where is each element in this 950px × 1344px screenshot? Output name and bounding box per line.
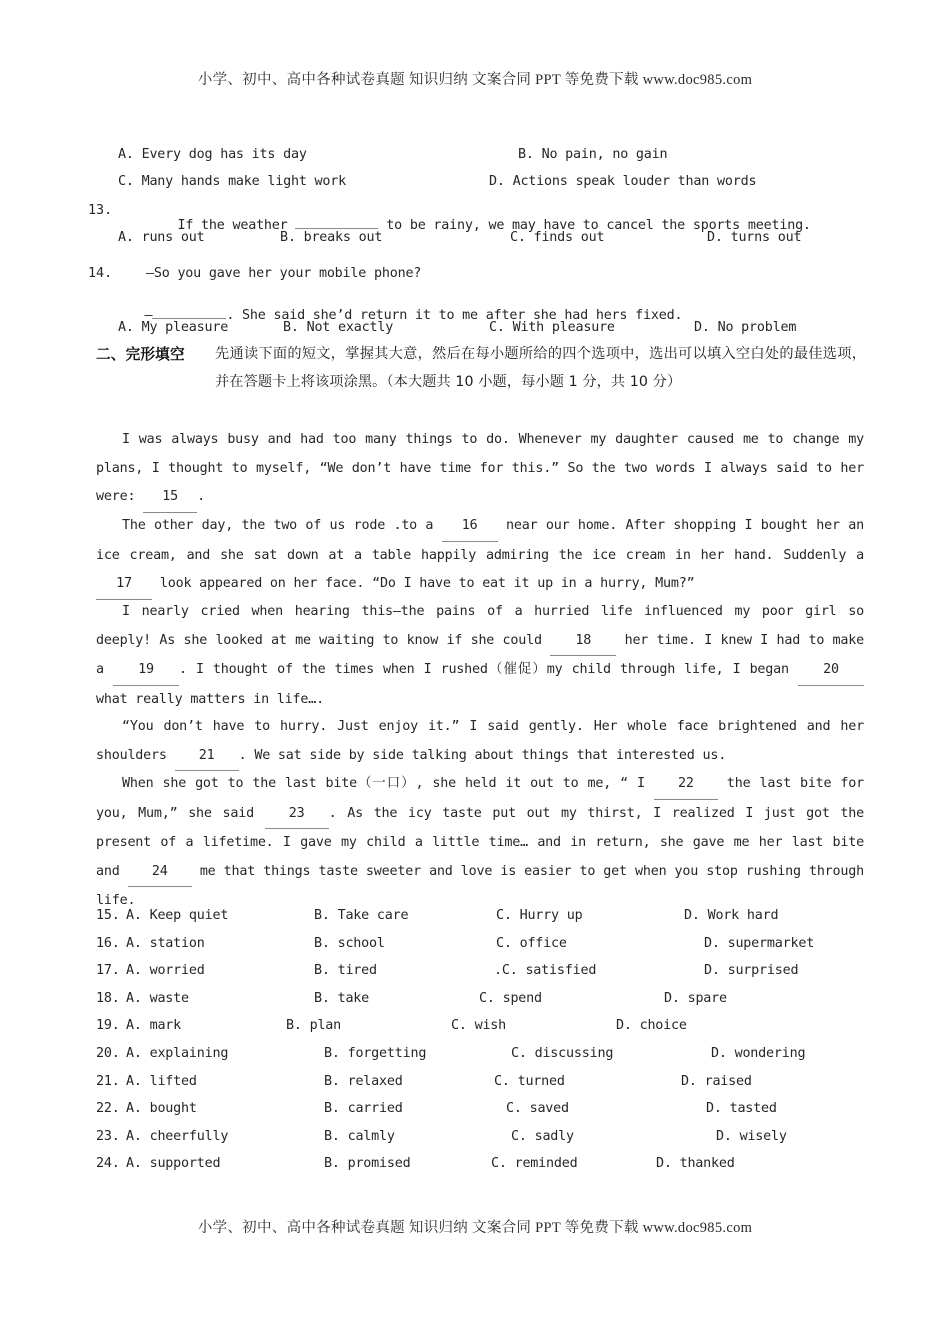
- answer-21-c[interactable]: C. turned: [494, 1073, 565, 1089]
- answer-20-d[interactable]: D. wondering: [711, 1046, 806, 1061]
- q14-option-d: D. No problem: [694, 320, 797, 335]
- answer-number-20: 20.: [96, 1046, 120, 1061]
- q13-blank[interactable]: [295, 228, 378, 229]
- q12-option-c: C. Many hands make light work: [118, 174, 346, 189]
- answer-24-b[interactable]: B. promised: [324, 1156, 411, 1172]
- passage-paragraph-4: [96, 713, 864, 771]
- q13-option-a: A. runs out: [118, 230, 205, 245]
- answer-15-c[interactable]: C. Hurry up: [496, 908, 583, 923]
- q13-option-c: C. finds out: [510, 230, 605, 245]
- p3-text-3: . I thought of the times when I rushed（催促）my child through life, I began: [178, 662, 798, 678]
- p3-text-2: her time. I knew I had to make a: [96, 632, 864, 678]
- passage-blank-23[interactable]: 23: [265, 800, 329, 830]
- answer-18-a[interactable]: A. waste: [126, 990, 189, 1006]
- q14-line1: —So you gave her your mobile phone?: [146, 266, 422, 281]
- footer-watermark: 小学、初中、高中各种试卷真题 知识归纳 文案合同 PPT 等免费下载 www.doc985.com: [197, 1220, 753, 1236]
- p2-text-3: look appeared on her face. “Do I have to eat it up in a hurry, Mum?”: [152, 576, 695, 592]
- passage-blank-16[interactable]: 16: [442, 512, 498, 542]
- passage-paragraph-5: [96, 770, 864, 916]
- answer-20-b[interactable]: B. forgetting: [324, 1046, 427, 1061]
- answer-23-a[interactable]: A. cheerfully: [126, 1128, 229, 1144]
- passage-blank-22[interactable]: 22: [654, 770, 718, 800]
- answer-19-d[interactable]: D. choice: [616, 1018, 687, 1034]
- answer-18-c[interactable]: C. spend: [479, 990, 542, 1006]
- q14-option-c: C. With pleasure: [489, 320, 615, 335]
- answer-row-18: [96, 991, 866, 1019]
- p5-text-1: When she got to the last bite（一口）, she held it out to me, “ I: [122, 776, 654, 791]
- answer-row-17: [96, 963, 866, 991]
- q14-option-a: A. My pleasure: [118, 320, 229, 335]
- answer-21-a[interactable]: A. lifted: [126, 1073, 197, 1089]
- answer-19-c[interactable]: C. wish: [451, 1018, 507, 1034]
- p5-text-2: the last bite for you, Mum,” she said: [96, 776, 865, 821]
- answer-21-b[interactable]: B. relaxed: [324, 1073, 403, 1089]
- answer-19-a[interactable]: A. mark: [126, 1018, 182, 1034]
- answer-row-23: [96, 1129, 866, 1157]
- answer-22-a[interactable]: A. bought: [126, 1101, 197, 1117]
- answer-23-d[interactable]: D. wisely: [716, 1128, 787, 1144]
- answer-16-c[interactable]: C. office: [496, 935, 567, 951]
- answer-18-d[interactable]: D. spare: [664, 990, 727, 1006]
- answer-23-b[interactable]: B. calmly: [324, 1128, 395, 1144]
- answer-number-16: 16.: [96, 935, 120, 951]
- answer-number-19: 19.: [96, 1018, 120, 1034]
- answer-16-a[interactable]: A. station: [126, 935, 205, 951]
- answer-row-24: [96, 1156, 866, 1184]
- q14-dash: —: [144, 308, 153, 323]
- passage-blank-21[interactable]: 21: [175, 742, 239, 772]
- answer-20-c[interactable]: C. discussing: [511, 1046, 614, 1061]
- answer-row-15: [96, 908, 866, 936]
- q13-number: 13.: [88, 203, 113, 218]
- answer-17-c[interactable]: .C. satisfied: [494, 963, 597, 979]
- answer-17-a[interactable]: A. worried: [126, 963, 205, 979]
- q13-stem-before: If the weather: [177, 218, 296, 233]
- answer-number-22: 22.: [96, 1101, 120, 1117]
- p4-text-2: . We sat side by side talking about things that interested us.: [238, 747, 727, 763]
- q13-option-b: B. breaks out: [280, 230, 383, 245]
- answer-16-b[interactable]: B. school: [314, 935, 385, 951]
- answer-20-a[interactable]: A. explaining: [126, 1046, 229, 1061]
- answer-22-c[interactable]: C. saved: [506, 1101, 569, 1117]
- answer-number-21: 21.: [96, 1073, 120, 1089]
- answer-24-d[interactable]: D. thanked: [656, 1156, 735, 1172]
- header-watermark: 小学、初中、高中各种试卷真题 知识归纳 文案合同 PPT 等免费下载 www.doc985.com: [197, 72, 753, 88]
- answer-22-d[interactable]: D. tasted: [706, 1101, 777, 1117]
- answer-15-a[interactable]: A. Keep quiet: [126, 908, 229, 923]
- answer-number-24: 24.: [96, 1156, 120, 1172]
- answer-17-b[interactable]: B. tired: [314, 963, 377, 979]
- answer-15-b[interactable]: B. Take care: [314, 908, 409, 923]
- p2-text-2: near our home. After shopping I bought her an ice cream, and she sat down at a table happily admiring the ice cream in her hand. Suddenly a: [96, 518, 864, 563]
- answer-number-18: 18.: [96, 990, 120, 1006]
- q12-option-b: B. No pain, no gain: [518, 147, 668, 162]
- answer-17-d[interactable]: D. surprised: [704, 963, 799, 979]
- answer-row-21: [96, 1074, 866, 1102]
- answer-23-c[interactable]: C. sadly: [511, 1128, 574, 1144]
- p1-text-2: .: [197, 489, 206, 505]
- passage-blank-20[interactable]: 20: [798, 656, 864, 686]
- passage-paragraph-3: [96, 598, 864, 714]
- answer-24-a[interactable]: A. supported: [126, 1156, 221, 1172]
- answer-24-c[interactable]: C. reminded: [491, 1156, 578, 1172]
- q12-option-a: A. Every dog has its day: [118, 147, 307, 162]
- answer-21-d[interactable]: D. raised: [681, 1073, 752, 1089]
- answer-row-16: [96, 936, 866, 964]
- passage-blank-15[interactable]: 15: [143, 483, 197, 513]
- answer-number-23: 23.: [96, 1128, 120, 1144]
- answer-row-19: [96, 1018, 866, 1046]
- answer-number-15: 15.: [96, 908, 120, 923]
- answer-16-d[interactable]: D. supermarket: [704, 935, 815, 951]
- answer-22-b[interactable]: B. carried: [324, 1101, 403, 1117]
- passage-blank-18[interactable]: 18: [550, 627, 616, 657]
- answer-row-22: [96, 1101, 866, 1129]
- p1-text-1: I was always busy and had too many things to do. Whenever my daughter caused me to change my plans, I thought to myself, “We don’t have time for this.” So the two words I always said to her were:: [96, 432, 864, 505]
- answer-19-b[interactable]: B. plan: [286, 1018, 342, 1034]
- section-instruction: 先通读下面的短文，掌握其大意，然后在每小题所给的四个选项中，选出可以填入空白处的最佳选项，并在答题卡上将该项涂黑。（本大题共 10 小题，每小题 1 分，共 10 分）: [215, 346, 866, 390]
- q14-option-b: B. Not exactly: [283, 320, 394, 335]
- q13-option-d: D. turns out: [707, 230, 802, 245]
- passage-blank-19[interactable]: 19: [113, 656, 179, 686]
- p5-text-3: . As the icy taste put out my thirst, I realized I just got the present of a lifetime. I gave my child a little time… and in return, she gave me her last bite and: [96, 805, 864, 879]
- p5-text-4: me that things taste sweeter and love is easier to get when you stop rushing through life.: [96, 863, 864, 909]
- section-heading: 二、完形填空: [96, 346, 185, 363]
- q14-line2-after: . She said she’d return it to me after she had hers fixed.: [226, 308, 683, 323]
- answer-row-20: [96, 1046, 866, 1074]
- p2-text-1: The other day, the two of us rode .to a: [122, 518, 442, 533]
- q13-stem-after: to be rainy, we may have to cancel the sports meeting.: [378, 218, 811, 233]
- p4-text-1: “You don’t have to hurry. Just enjoy it.” I said gently. Her whole face brightened and her shoulders: [96, 719, 864, 763]
- q14-blank[interactable]: [152, 318, 226, 319]
- q12-option-d: D. Actions speak louder than words: [489, 174, 757, 189]
- passage-paragraph-1: [96, 426, 864, 513]
- answer-15-d[interactable]: D. Work hard: [684, 908, 779, 923]
- passage-blank-24[interactable]: 24: [128, 858, 192, 888]
- passage-paragraph-2: [96, 512, 864, 600]
- answer-number-17: 17.: [96, 963, 120, 979]
- passage-blank-17[interactable]: 17: [96, 570, 152, 600]
- answer-18-b[interactable]: B. take: [314, 990, 370, 1006]
- p3-text-1: I nearly cried when hearing this—the pains of a hurried life influenced my poor girl so deeply! As she looked at me waiting to know if she could: [96, 604, 864, 648]
- q14-number: 14.: [88, 266, 113, 281]
- p3-text-4: what really matters in life….: [96, 691, 324, 707]
